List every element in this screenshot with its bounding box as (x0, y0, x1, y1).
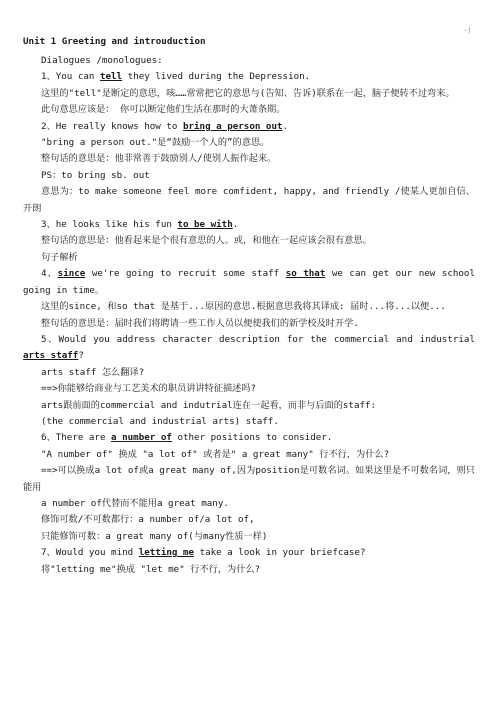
paragraph (23, 365, 475, 381)
text-run: 将"letting me"换成 "let me" 行不行，为什么? (41, 563, 261, 575)
text-run: a number of代替而不能用a great many. (41, 497, 229, 509)
highlighted-phrase: so that (285, 268, 326, 280)
paragraph (23, 53, 475, 69)
paragraph (23, 447, 475, 463)
text-run: take a look in your briefcase? (194, 547, 366, 559)
highlighted-phrase: tell (99, 71, 123, 83)
unit-title: Unit 1 Greeting and introuduction (23, 36, 206, 47)
text-run: . (232, 219, 239, 231)
paragraph (23, 414, 475, 430)
paragraph (23, 332, 475, 365)
text-run: they lived during the Depression. (122, 71, 311, 83)
paragraph (23, 398, 475, 414)
text-run: 句子解析 (41, 251, 78, 263)
paragraph (23, 496, 475, 512)
highlighted-phrase: bring a person out (182, 120, 283, 132)
paragraph (23, 529, 475, 545)
text-run: "A number of" 换成 "a lot of" 或者是" a great many" 行不行，为什么? (41, 448, 390, 460)
text-run: 修饰可数/不可数都行：a number of/a lot of, (41, 514, 255, 526)
paragraph (23, 430, 475, 446)
text-run: 3、he looks like his fun (41, 219, 178, 231)
text-run: ==>可以换成a lot of或a great many of,因为position是可数名词。如果这里是不可数名词，则只能用 (23, 465, 475, 493)
paragraph (23, 250, 475, 266)
text-run: (the commercial and industrial arts) staff. (41, 415, 279, 427)
text-run: ? (78, 350, 84, 362)
paragraph (23, 299, 475, 315)
text-run: 意思为：to make someone feel more comfident, happy, and friendly /使某人更加自信、开朗 (23, 186, 475, 214)
paragraph (23, 233, 475, 249)
paragraph (23, 184, 475, 217)
text-run: 这里的since, 和so that 是基于...原因的意思.根据意思我将其译成: 届时...将...以便... (41, 301, 446, 313)
text-run: Dialogues /monologues: (41, 55, 163, 66)
text-run: "bring a person out."是“鼓励一个人的”的意思。 (41, 137, 270, 149)
text-run: . (282, 120, 289, 132)
paragraph (23, 545, 475, 561)
text-run: 整句话的意思是：他看起来是个很有意思的人。或，和他在一起应该会很有意思。 (41, 235, 372, 247)
paragraph (23, 316, 475, 332)
paragraph (23, 512, 475, 528)
text-run: 7、Would you mind (41, 547, 139, 559)
text-run: 此句意思应该是： 你可以断定他们生活在那时的大萧条期。 (41, 104, 286, 116)
paragraph (23, 381, 475, 397)
paragraph (23, 266, 475, 299)
text-run: PS：to bring sb. out (41, 169, 150, 181)
text-run: 5、Would you address character description for the commercial and industrial (41, 333, 475, 345)
text-run: 2、He really knows how to (41, 120, 183, 132)
paragraph (23, 562, 475, 578)
text-run: 4、 (41, 268, 58, 280)
paragraph (23, 69, 475, 85)
text-run: ==>你能够给商业与工艺美术的职员讲讲特征描述吗? (41, 383, 257, 395)
highlighted-phrase: since (57, 268, 86, 280)
document-body (23, 53, 475, 578)
text-run: 只能修饰可数：a great many of(与many性质一样) (41, 530, 268, 542)
paragraph (23, 119, 475, 135)
text-run: 整句话的意思是：他非常善于鼓励别人/使别人振作起来。 (41, 153, 277, 165)
paragraph (23, 102, 475, 118)
highlighted-phrase: arts staff (23, 350, 79, 362)
paragraph (23, 135, 475, 151)
text-run: 1、You can (41, 71, 100, 83)
paragraph (23, 86, 475, 102)
text-run: other positions to consider. (171, 432, 333, 444)
highlighted-phrase: a number of (111, 432, 172, 444)
paragraph (23, 463, 475, 496)
paragraph (23, 168, 475, 184)
document-page (23, 34, 475, 578)
page-corner-mark: -| (463, 27, 471, 34)
text-run: arts staff 怎么翻译? (41, 366, 145, 378)
text-run: 整句话的意思是：届时我们将聘请一些工作人员以便使我们的新学校及时开学. (41, 317, 359, 329)
highlighted-phrase: letting me (138, 547, 195, 559)
text-run: 这里的"tell"是断定的意思，咳……常常把它的意思与(告知、告诉)联系在一起，脑子便转不过弯来。 (41, 87, 455, 99)
text-run: arts跟前面的commercial and indutrial连在一起看，而非与后面的staff: (41, 399, 377, 411)
highlighted-phrase: to be with (177, 219, 233, 231)
text-run: we can get our new school going in time。 (23, 268, 475, 296)
paragraph (23, 217, 475, 233)
text-run: 6、There are (41, 432, 112, 444)
text-run: we're going to recruit some staff (85, 268, 286, 280)
paragraph (23, 151, 475, 167)
